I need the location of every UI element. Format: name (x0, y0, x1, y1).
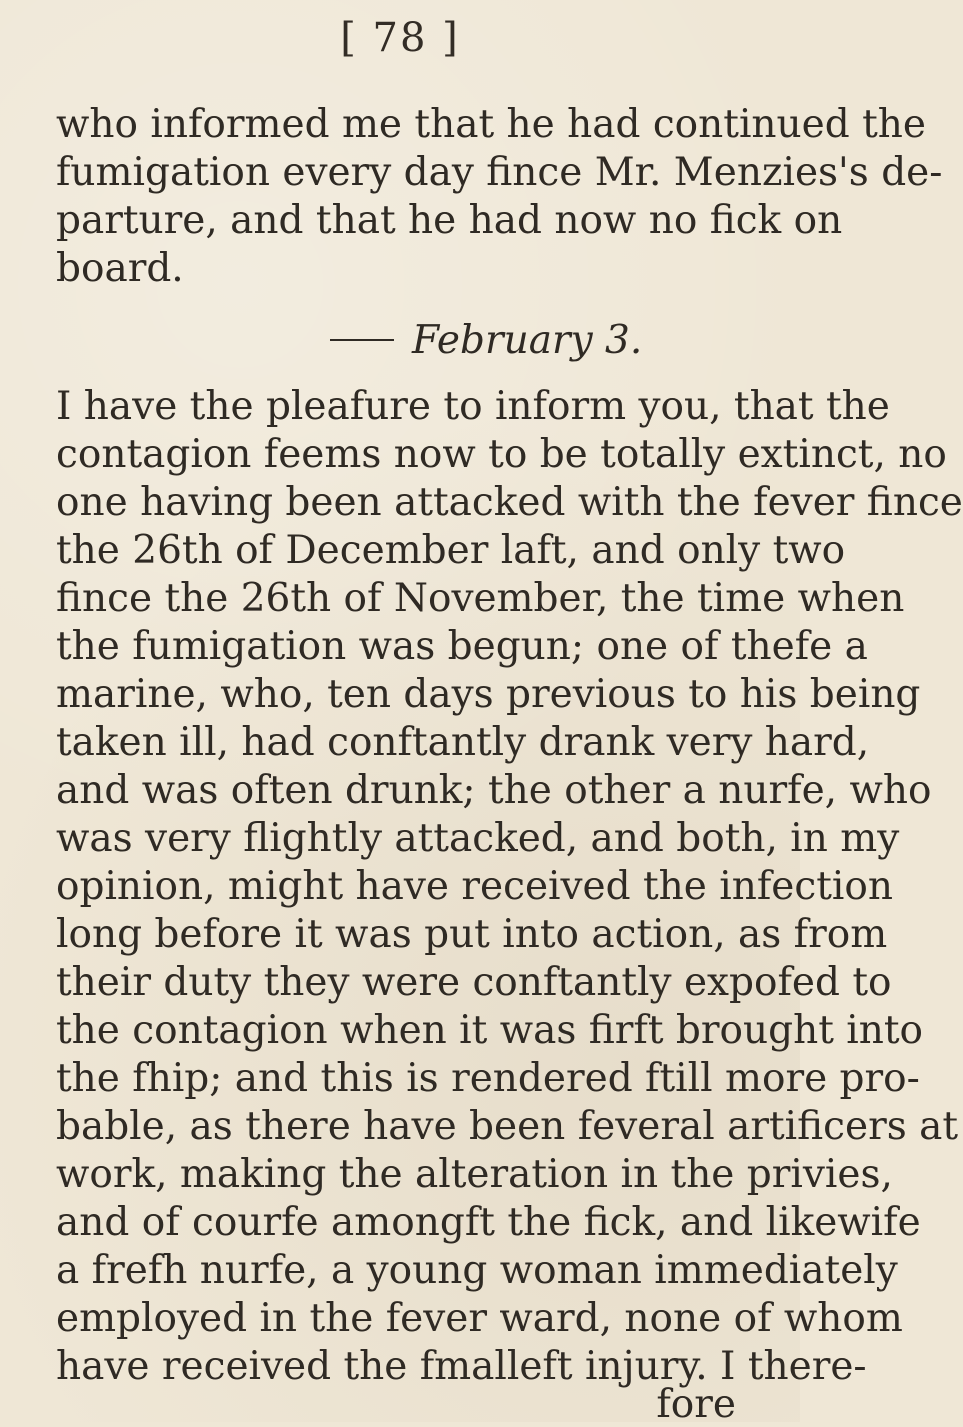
text-line-6: contagion feems now to be totally extinct, no (56, 432, 947, 477)
text-line-24: employed in the fever ward, none of whom (56, 1296, 903, 1341)
text-line-2: fumigation every day fince Mr. Menzies's de- (56, 150, 943, 195)
catchword: fore (656, 1382, 736, 1427)
text-line-16: long before it was put into action, as from (56, 912, 888, 957)
text-line-22: and of courfe amongft the fick, and likewife (56, 1200, 921, 1245)
text-line-11: marine, who, ten days previous to his being (56, 672, 921, 717)
text-line-25: have received the fmalleft injury. I there- (56, 1344, 867, 1389)
text-line-8: the 26th of December laft, and only two (56, 528, 846, 573)
text-line-3: parture, and that he had now no fick on (56, 198, 843, 243)
text-line-15: opinion, might have received the infection (56, 864, 893, 909)
date-dash (330, 339, 394, 341)
date-text: February 3. (412, 318, 643, 363)
text-line-20: bable, as there have been feveral artificers at (56, 1104, 959, 1149)
text-line-12: taken ill, had conftantly drank very hard, (56, 720, 870, 765)
text-line-14: was very flightly attacked, and both, in my (56, 816, 900, 861)
text-line-4: board. (56, 246, 184, 291)
text-line-7: one having been attacked with the fever fince (56, 480, 963, 525)
text-line-5: I have the pleafure to inform you, that the (56, 384, 890, 429)
text-line-23: a frefh nurfe, a young woman immediately (56, 1248, 898, 1293)
text-line-21: work, making the alteration in the privies, (56, 1152, 893, 1197)
text-line-10: the fumigation was begun; one of thefe a (56, 624, 868, 669)
text-line-13: and was often drunk; the other a nurfe, who (56, 768, 932, 813)
page-number: [ 78 ] (340, 15, 460, 61)
text-line-19: the fhip; and this is rendered ftill more pro- (56, 1056, 920, 1101)
text-line-17: their duty they were conftantly expofed to (56, 960, 892, 1005)
text-line-9: fince the 26th of November, the time when (56, 576, 905, 621)
date-heading (330, 320, 750, 362)
text-line-1: who informed me that he had continued the (56, 102, 926, 147)
text-line-18: the contagion when it was firft brought into (56, 1008, 924, 1053)
